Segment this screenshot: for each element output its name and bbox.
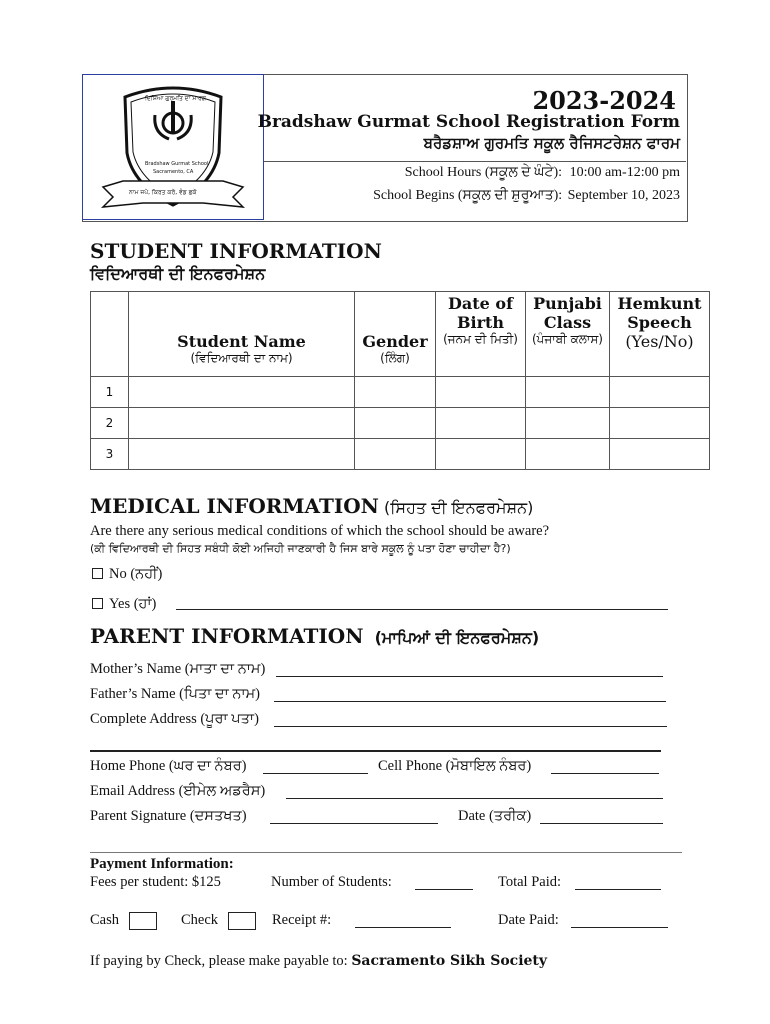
punjabi-class-field-2[interactable] (526, 408, 610, 439)
dob-field-3[interactable] (436, 439, 526, 470)
payable-to: Sacramento Sikh Society (351, 953, 548, 969)
medical-question: Are there any serious medical conditions of which the school should be aware? (90, 523, 550, 539)
header-cell-gender: Gender (ਲਿੰਗ) (355, 292, 436, 377)
total-paid-field[interactable] (575, 889, 661, 890)
header-cell-hemkunt: Hemkunt Speech (Yes/No) (610, 292, 710, 377)
no-checkbox[interactable] (92, 568, 103, 579)
date-paid-label: Date Paid: (498, 912, 559, 928)
payable-note (90, 953, 547, 970)
fees-per-student: Fees per student: $125 (90, 874, 221, 890)
cash-checkbox[interactable] (129, 912, 157, 930)
table-row (91, 408, 710, 439)
student-name-field-1[interactable] (129, 377, 355, 408)
logo-school-name: Bradshaw Gurmat School (145, 161, 209, 167)
dob-field-1[interactable] (436, 377, 526, 408)
gender-field-2[interactable] (355, 408, 436, 439)
email-label: Email Address (ਈਮੇਲ ਅਡਰੈਸ) (90, 783, 266, 799)
form-title: Bradshaw Gurmat School Registration Form (257, 112, 680, 132)
medical-no-option[interactable] (92, 566, 162, 583)
medical-yes-option[interactable] (92, 596, 156, 613)
logo-motto: ਨਾਮ ਜਪੋ, ਕਿਰਤ ਕਰੋ, ਵੰਡ ਛਕੋ (129, 189, 197, 196)
cell-phone-field[interactable] (551, 773, 659, 774)
date-field[interactable] (540, 823, 663, 824)
signature-label: Parent Signature (ਦਸਤਖਤ) (90, 808, 247, 824)
father-name-field[interactable] (274, 701, 666, 702)
header-divider (264, 161, 686, 162)
mother-name-label: Mother’s Name (ਮਾਤਾ ਦਾ ਨਾਮ) (90, 661, 266, 677)
school-hours (405, 165, 680, 181)
payment-heading: Payment Information: (90, 856, 234, 872)
hemkunt-field-1[interactable] (610, 377, 710, 408)
medical-heading: MEDICAL INFORMATION (90, 494, 379, 518)
row-number: 2 (91, 408, 129, 439)
hemkunt-field-3[interactable] (610, 439, 710, 470)
parent-heading-row (90, 624, 539, 648)
no-label: No (ਨਹੀਂ) (109, 566, 163, 582)
header-cell-punjabi-class: Punjabi Class (ਪੰਜਾਬੀ ਕਲਾਸ) (526, 292, 610, 377)
total-paid-label: Total Paid: (498, 874, 562, 890)
date-paid-field[interactable] (571, 927, 668, 928)
payment-divider (90, 852, 682, 853)
medical-heading-punjabi: (ਸਿਹਤ ਦੀ ਇਨਫਰਮੇਸ਼ਨ) (384, 498, 534, 517)
logo-top-text: ਦਿਸ਼ਿਆ ਗੁਰਮਤਿ ਦਾ ਮਾਰਗ (145, 95, 206, 102)
header-cell-number (91, 292, 129, 377)
student-heading-punjabi: ਵਿਦਿਆਰਥੀ ਦੀ ਇਨਫਰਮੇਸ਼ਨ (90, 264, 266, 283)
signature-field[interactable] (270, 823, 438, 824)
address-field-line-2[interactable] (90, 750, 661, 752)
dob-field-2[interactable] (436, 408, 526, 439)
home-phone-label: Home Phone (ਘਰ ਦਾ ਨੰਬਰ) (90, 758, 247, 774)
parent-heading-punjabi: (ਮਾਪਿਆਂ ਦੀ ਇਨਫਰਮੇਸ਼ਨ) (374, 628, 540, 647)
student-name-field-2[interactable] (129, 408, 355, 439)
medical-heading-row (90, 494, 533, 518)
date-label: Date (ਤਰੀਕ) (458, 808, 532, 824)
table-row (91, 377, 710, 408)
payable-prefix: If paying by Check, please make payable to: (90, 953, 348, 969)
receipt-field[interactable] (355, 927, 451, 928)
table-row (91, 439, 710, 470)
student-table-header (91, 292, 710, 377)
school-hours-label: School Hours (ਸਕੂਲ ਦੇ ਘੰਟੇ): (404, 165, 563, 180)
row-number: 1 (91, 377, 129, 408)
school-hours-value: 10:00 am-12:00 pm (569, 165, 680, 180)
form-title-punjabi: ਬਰੈਡਸ਼ਾਅ ਗੁਰਮਤਿ ਸਕੂਲ ਰੈਜਿਸਟਰੇਸ਼ਨ ਫਾਰਮ (423, 134, 680, 152)
student-name-field-3[interactable] (129, 439, 355, 470)
punjabi-class-field-3[interactable] (526, 439, 610, 470)
student-table (90, 291, 710, 470)
check-label: Check (181, 912, 219, 928)
address-label: Complete Address (ਪੂਰਾ ਪਤਾ) (90, 711, 259, 727)
school-begins-label: School Begins (ਸਕੂਲ ਦੀ ਸ਼ੁਰੂਆਤ): (373, 188, 563, 203)
mother-name-field[interactable] (276, 676, 663, 677)
gender-field-3[interactable] (355, 439, 436, 470)
school-year: 2023-2024 (532, 86, 676, 115)
header-cell-dob: Date of Birth (ਜਨਮ ਦੀ ਮਿਤੀ) (436, 292, 526, 377)
medical-details-field[interactable] (176, 609, 668, 610)
logo-location: Sacramento, CA (153, 169, 194, 175)
punjabi-class-field-1[interactable] (526, 377, 610, 408)
hemkunt-field-2[interactable] (610, 408, 710, 439)
num-students-field[interactable] (415, 889, 473, 890)
parent-heading: PARENT INFORMATION (90, 624, 364, 648)
yes-label: Yes (ਹਾਂ) (109, 596, 157, 612)
medical-question-punjabi: (ਕੀ ਵਿਦਿਆਰਥੀ ਦੀ ਸਿਹਤ ਸਬੰਧੀ ਕੋਈ ਅਜਿਹੀ ਜਾਣਕਾਰੀ ਹੈ ਜਿਸ ਬਾਰੇ ਸਕੂਲ ਨੂੰ ਪਤਾ ਹੋਣਾ ਚਾਹੀਦਾ ਹੈ?) (90, 542, 511, 555)
father-name-label: Father’s Name (ਪਿਤਾ ਦਾ ਨਾਮ) (90, 686, 260, 702)
home-phone-field[interactable] (263, 773, 368, 774)
school-begins-value: September 10, 2023 (567, 188, 680, 203)
school-begins (373, 188, 680, 204)
email-field[interactable] (286, 798, 663, 799)
yes-checkbox[interactable] (92, 598, 103, 609)
num-students-label: Number of Students: (271, 874, 392, 890)
logo-cell (82, 74, 264, 220)
student-heading: STUDENT INFORMATION (90, 239, 382, 263)
check-checkbox[interactable] (228, 912, 256, 930)
row-number: 3 (91, 439, 129, 470)
receipt-label: Receipt #: (272, 912, 332, 928)
address-field-line-1[interactable] (274, 726, 667, 727)
gender-field-1[interactable] (355, 377, 436, 408)
cash-label: Cash (90, 912, 119, 928)
cell-phone-label: Cell Phone (ਮੋਬਾਇਲ ਨੰਬਰ) (378, 758, 532, 774)
header-cell-name: Student Name (ਵਿਦਿਆਰਥੀ ਦਾ ਨਾਮ) (129, 292, 355, 377)
